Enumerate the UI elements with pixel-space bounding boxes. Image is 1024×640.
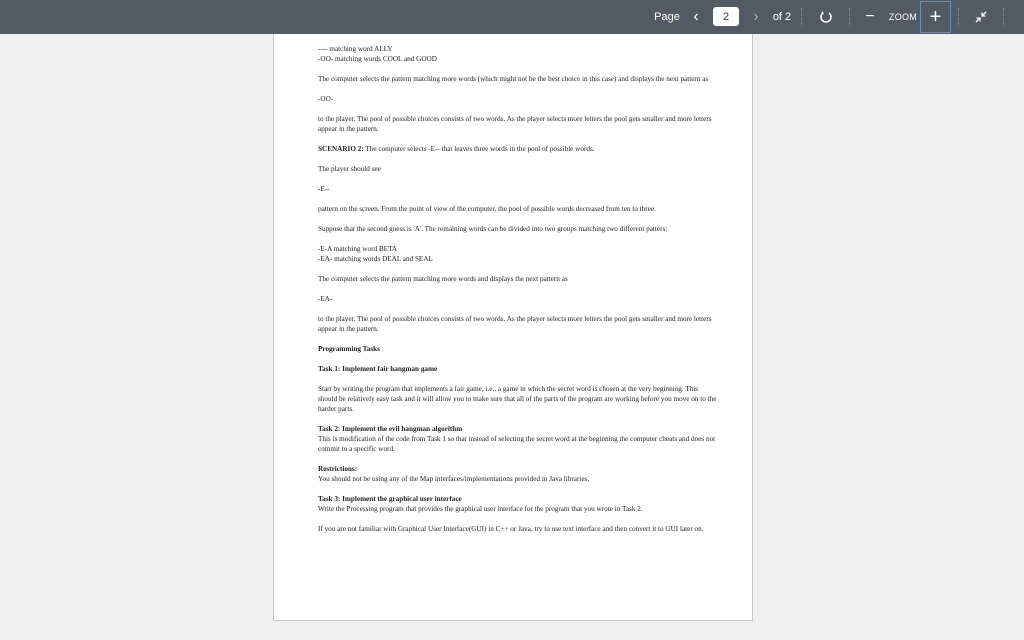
restrictions-heading: Restrictions: [318,465,358,473]
chevron-right-icon: › [753,8,759,25]
text-line: -E-A matching word BETA [318,245,398,253]
pattern-line: -EA- [318,295,333,303]
zoom-out-button[interactable] [860,0,880,34]
page-content [318,44,718,544]
prev-page-button[interactable] [686,0,706,34]
pattern-line: -E-- [318,185,330,193]
pdf-toolbar [0,0,1024,34]
paragraph: to the player. The pool of possible choices consists of two words. As the player selects more letters the pool gets smaller and more letters appear in the pattern. [318,115,712,133]
text-line: -EA- matching words DEAL and SEAL [318,255,433,263]
plus-icon: + [929,5,942,28]
task-heading: Task 2: Implement the evil hangman algorithm [318,425,463,433]
toolbar-divider [958,8,959,26]
pattern-line: -OO- [318,95,334,103]
refresh-icon [819,10,833,24]
document-page [273,34,753,621]
text-line: ---- matching word ALLY [318,45,393,53]
toolbar-divider [801,8,802,26]
paragraph: to the player. The pool of possible choices consists of two words. As the player selects more letters the pool gets smaller and more letters appear in the pattern. [318,315,712,333]
paragraph: This is modification of the code from Task 1 so that instead of selecting the secret word at the beginning the computer cheats and does not commit to a specific word. [318,435,716,453]
paragraph: pattern on the screen. From the point of view of the computer, the pool of possible words decreased from ten to three. [318,205,656,213]
chevron-left-icon: ‹ [693,8,699,25]
paragraph: Write the Processing program that provides the graphical user interface for the program that you wrote in Task 2. [318,505,643,513]
page-label: Page [654,11,680,23]
reset-zoom-button[interactable] [813,0,839,34]
zoom-in-button[interactable] [920,1,951,33]
page-number-input[interactable]: 2 [713,7,739,26]
paragraph: Start by writing the program that implements a fair game, i.e., a game in which the secret word is chosen at the very beginning. This should be relatively easy task and it will allow you to make sure that all of the parts of the program are working before you move on to the harder parts. [318,385,717,413]
minus-icon: − [865,8,875,25]
scenario-paragraph [318,144,718,154]
zoom-label: ZOOM [888,12,918,22]
paragraph: The computer selects the pattern matching more words and displays the next pattern as [318,275,568,283]
scenario-text: The computer selects -E-- that leaves three words in the pool of possible words. [363,145,595,153]
task-heading: Task 3: Implement the graphical user interface [318,495,462,503]
toolbar-divider [1003,8,1004,26]
page-count-label: of 2 [772,11,792,23]
scenario-heading: SCENARIO 2: [318,145,364,153]
paragraph: The computer selects the pattern matching more words (which might not be the best choice in this case) and displays the next pattern as [318,75,709,83]
collapse-button[interactable] [968,0,994,34]
text-line: -OO- matching words COOL and GOOD [318,55,437,63]
toolbar-divider [849,8,850,26]
next-page-button[interactable] [746,0,766,34]
paragraph: Suppose that the second guess is 'A'. The remaining words can be divided into two groups matching two different patters: [318,225,668,233]
section-heading: Programming Tasks [318,345,380,353]
paragraph: If you are not familiar with Graphical User Interface(GUI) in C++ or Java, try to use text interface and then convert it to GUI later on. [318,525,704,533]
paragraph: The player should see [318,165,381,173]
collapse-icon [974,10,988,24]
paragraph: You should not be using any of the Map interfaces/implementations provided in Java libraries. [318,475,590,483]
task-heading: Task 1: Implement fair hangman game [318,365,438,373]
